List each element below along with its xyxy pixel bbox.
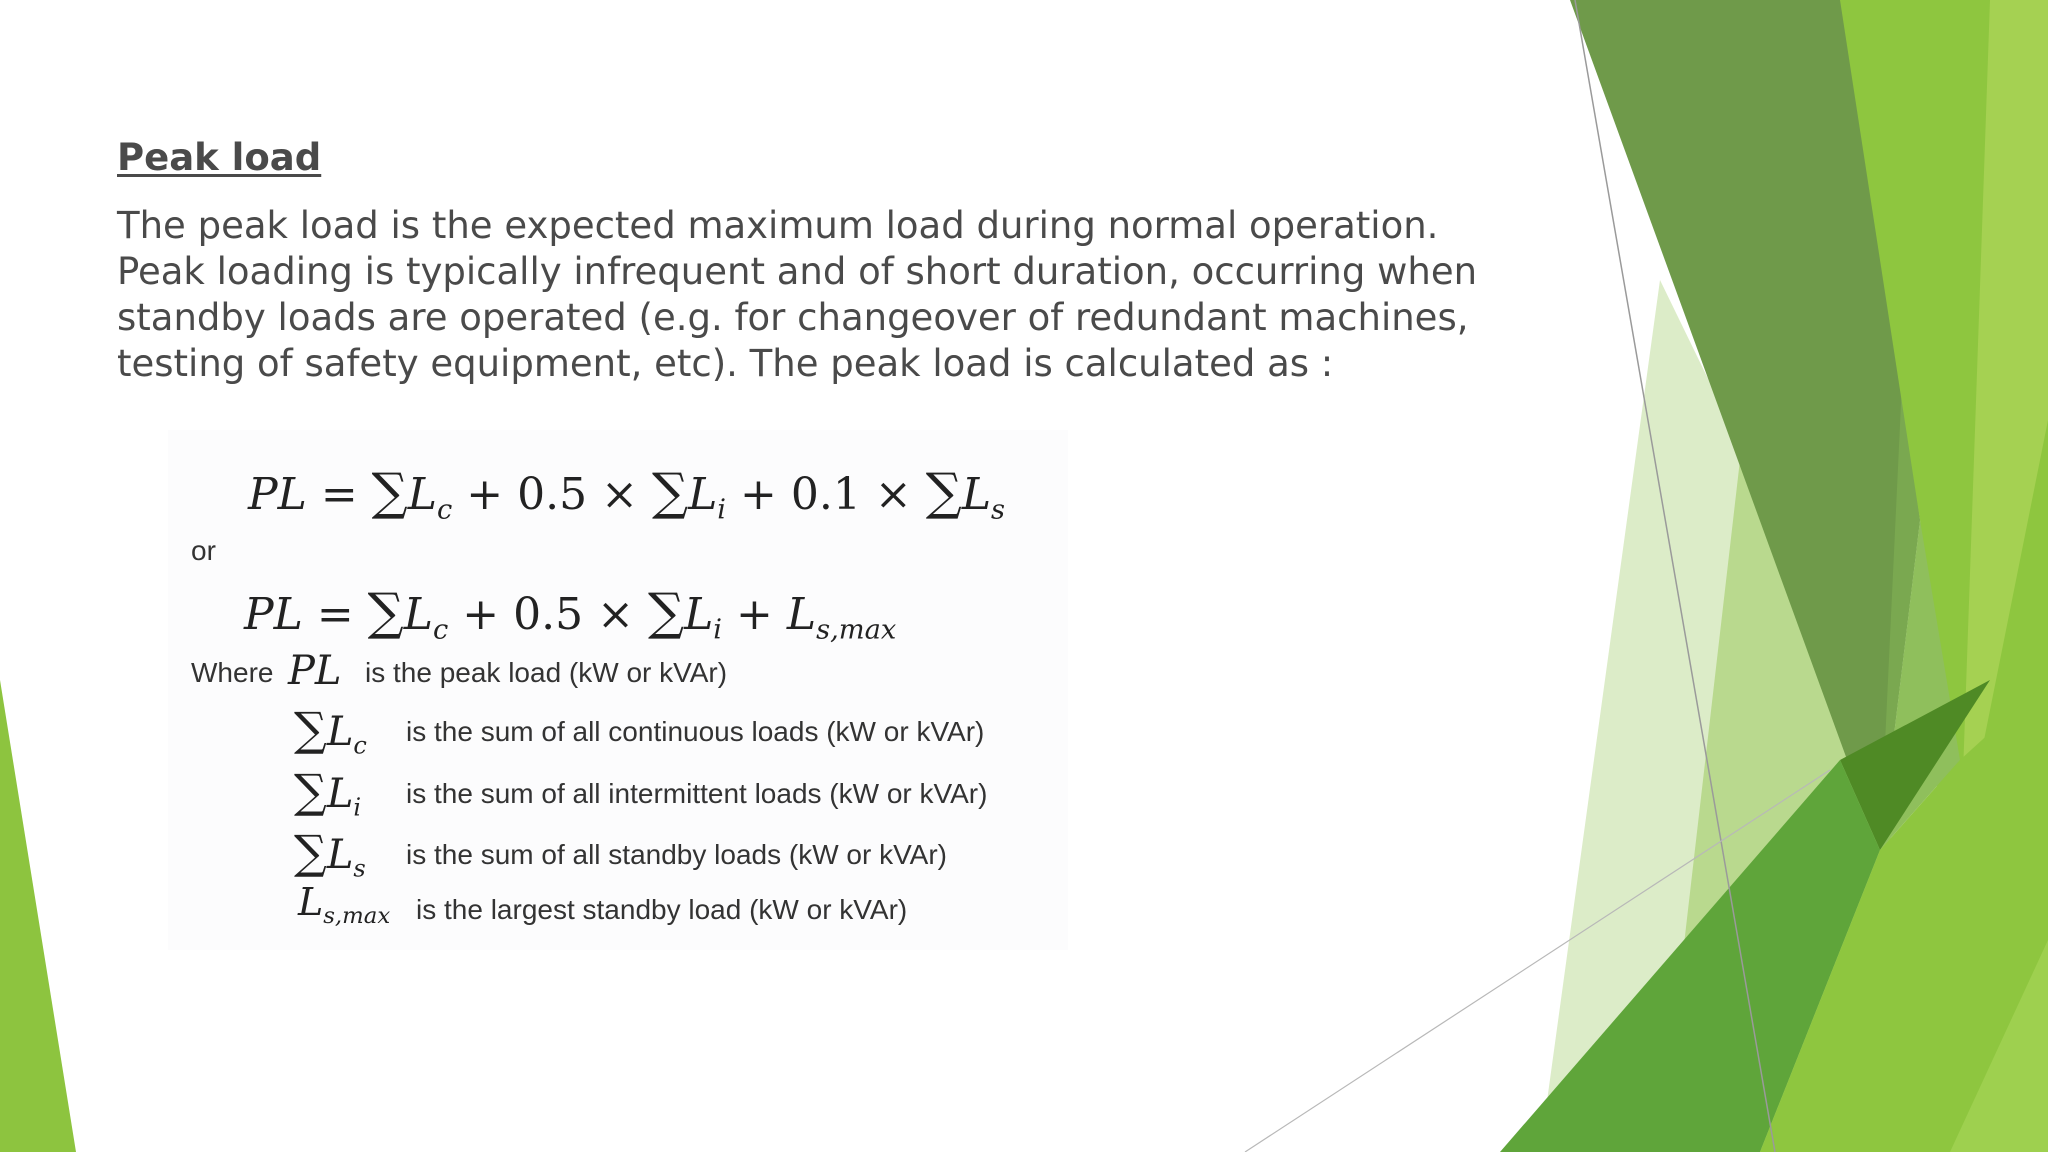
equation-1: PL = $\sum L_c + 0.5 \times \sum L_i + 0.1 \times \sum L_s$ — [248, 462, 1006, 526]
symbol-sum-lc: $\sum L_c$ — [294, 702, 367, 760]
where-label: Where — [191, 657, 274, 688]
where-symbol-pl: PL — [288, 648, 342, 694]
definition-text-peak-load: is the peak load (kW or kVAr) — [365, 657, 728, 688]
equation-2: PL = $\sum L_c + 0.5 \times \sum L_i + L_{s,max}$ — [244, 582, 897, 646]
left-green-wedge — [0, 680, 76, 1152]
slide-body-text: The peak load is the expected maximum load during normal operation. Peak loading is typically infrequent and of short duration, occurring when standby loads are operated (e.g. for changeover of redundant machines, testing of safety equipment, etc). The peak load is calculated as : — [117, 204, 1478, 385]
slide-title: Peak load — [117, 136, 322, 179]
symbol-ls-max: $L_{s,max}$ — [298, 880, 391, 929]
or-label: or — [191, 535, 216, 566]
definition-text: is the sum of all standby loads (kW or kVAr) — [406, 839, 947, 870]
symbol-sum-ls: $\sum L_s$ — [294, 825, 366, 883]
symbol-sum-li: $\sum L_i$ — [294, 764, 362, 822]
definition-text: is the largest standby load (kW or kVAr) — [416, 894, 908, 925]
definition-text: is the sum of all intermittent loads (kW or kVAr) — [406, 778, 988, 809]
definition-text: is the sum of all continuous loads (kW or kVAr) — [406, 716, 985, 747]
